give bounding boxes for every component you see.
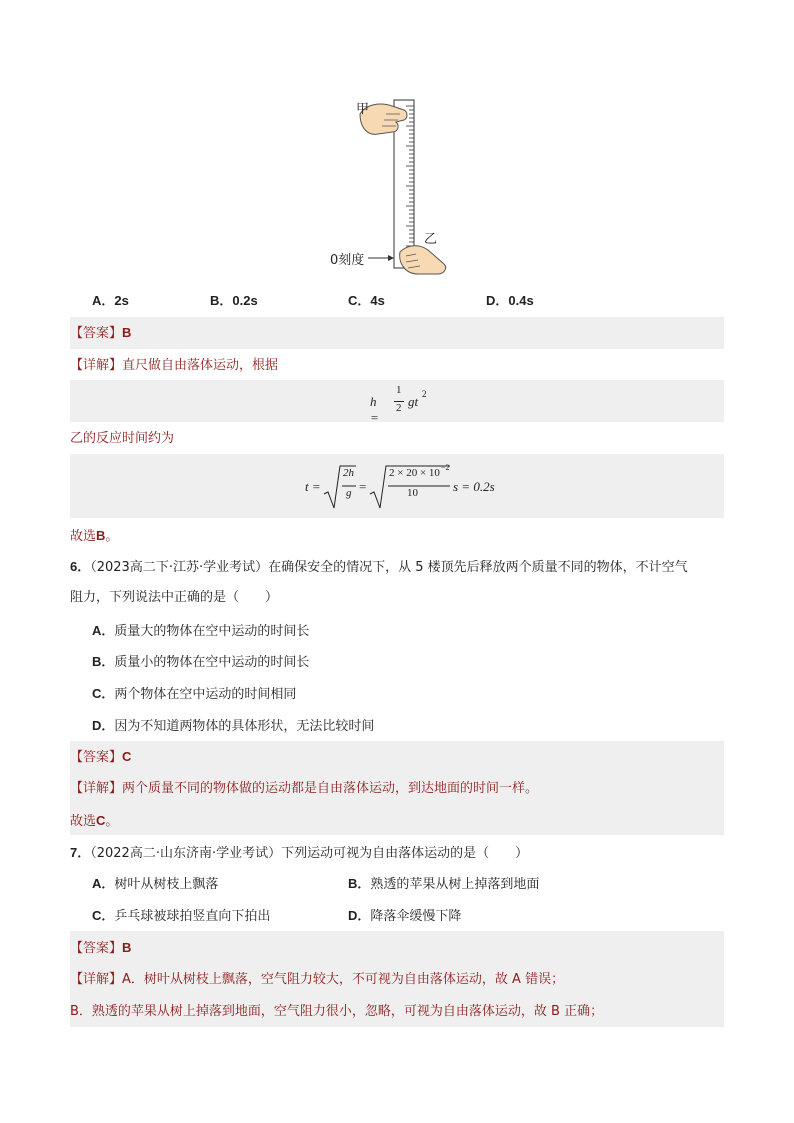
q6-detail: 【详解】两个质量不同的物体做的运动都是自由落体运动，到达地面的时间一样。 [70, 781, 539, 796]
q6-stem-line2: 阻力，下列说法中正确的是（ ） [70, 590, 279, 605]
q7-detail-line1: 【详解】A．树叶从树枝上飘落，空气阻力较大，不可视为自由落体运动，故 A 错误； [70, 972, 565, 987]
q6-stem-line1: 6．（2023高二下·江苏·学业考试）在确保安全的情况下，从 5 楼顶先后释放两个质量不同的物体，不计空气 [70, 559, 688, 575]
zero-scale-label: 0刻度 [330, 253, 365, 268]
q5-answer-box [70, 317, 724, 349]
q5-detail-2: 乙的反应时间约为 [70, 431, 175, 446]
q5-option-b[interactable]: B．0.2s [210, 293, 258, 308]
q5-conclusion: 故选B。 [70, 528, 119, 544]
ruler-figure [320, 92, 470, 282]
q5-option-d[interactable]: D．0.4s [486, 293, 534, 308]
q5-option-a[interactable]: A．2s [92, 293, 129, 308]
q5-answer: 【答案】B [70, 325, 132, 341]
q7-option-d[interactable]: D．降落伞缓慢下降 [348, 908, 462, 924]
q6-answer: 【答案】C [70, 749, 132, 765]
label-yi: 乙 [424, 232, 438, 247]
q7-stem: 7．（2022高二·山东济南·学业考试）下列运动可视为自由落体运动的是（ ） [70, 845, 529, 861]
q5-detail: 【详解】直尺做自由落体运动，根据 [70, 358, 279, 373]
q6-option-a[interactable]: A．质量大的物体在空中运动的时间长 [92, 623, 310, 639]
q6-option-c[interactable]: C．两个物体在空中运动的时间相同 [92, 686, 297, 702]
q7-option-a[interactable]: A．树叶从树枝上飘落 [92, 876, 219, 892]
q7-answer: 【答案】B [70, 940, 132, 956]
q7-option-b[interactable]: B．熟透的苹果从树上掉落到地面 [348, 876, 540, 892]
q6-option-d[interactable]: D．因为不知道两物体的具体形状，无法比较时间 [92, 718, 375, 734]
formula-t: t = 2h g = 2 × 20 × 10 −2 10 s = 0.2s [305, 462, 505, 512]
label-jia: 甲 [356, 102, 370, 117]
q6-conclusion: 故选C。 [70, 813, 119, 829]
q7-option-c[interactable]: C．乒乓球被球拍竖直向下拍出 [92, 908, 271, 924]
q5-option-c[interactable]: C．4s [348, 293, 385, 308]
q7-detail-line2: B．熟透的苹果从树上掉落到地面，空气阻力很小，忽略，可视为自由落体运动，故 B 正确； [70, 1004, 604, 1019]
q6-option-b[interactable]: B．质量小的物体在空中运动的时间长 [92, 654, 310, 670]
